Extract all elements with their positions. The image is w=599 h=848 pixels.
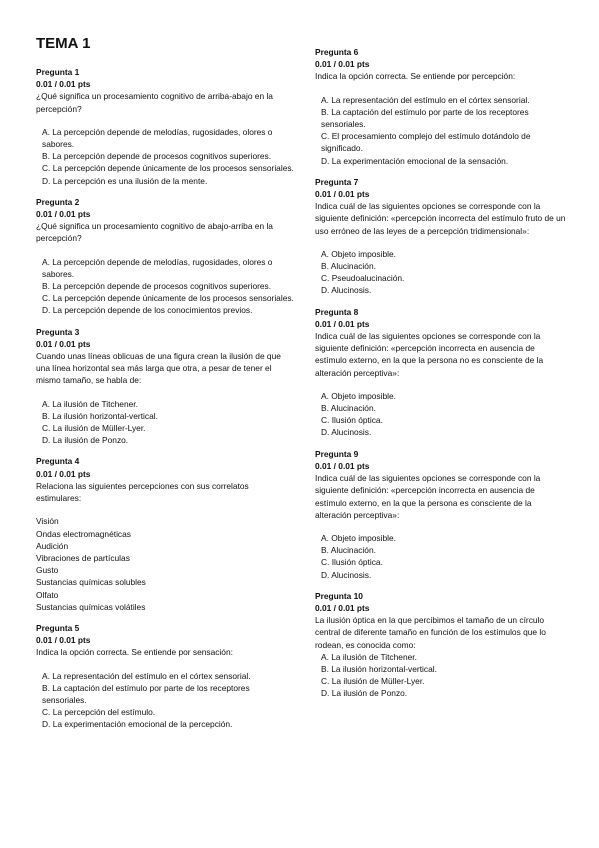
right-column (315, 46, 567, 709)
question-score: 0.01 / 0.01 pts (315, 460, 370, 471)
question-label: Pregunta 1 (36, 67, 80, 77)
option-b[interactable]: B. Alucinación. (321, 403, 376, 414)
question-text: Relaciona las siguientes percepciones con sus correlatos estimulares: (36, 480, 249, 504)
options-list (36, 126, 294, 187)
pair-match[interactable]: Ondas electromagnéticas (36, 528, 131, 539)
pair-term: Audición (36, 540, 69, 551)
options-list (36, 670, 294, 731)
question-text: ¿Qué significa un procesamiento cognitivo de arriba-abajo en la percepción? (36, 91, 273, 114)
question-8 (315, 306, 567, 439)
options-list (36, 398, 294, 447)
question-7 (315, 176, 567, 297)
question-text: Indica la opción correcta. Se entiende por sensación: (36, 647, 233, 658)
pair-match[interactable]: Sustancias químicas solubles (36, 577, 146, 588)
matching-pairs (36, 515, 294, 613)
options-list (315, 390, 567, 439)
question-label: Pregunta 3 (36, 326, 80, 337)
option-b[interactable]: B. Alucinación. (321, 261, 376, 272)
page-title: TEMA 1 (36, 35, 91, 52)
question-score: 0.01 / 0.01 pts (315, 59, 370, 70)
question-label: Pregunta 7 (315, 176, 359, 187)
option-b[interactable]: B. La captación del estímulo por parte de los receptores sensoriales. (321, 106, 529, 130)
question-score: 0.01 / 0.01 pts (315, 318, 370, 329)
options-list (36, 256, 294, 317)
option-c[interactable]: C. Pseudoalucinación. (321, 273, 405, 284)
pair-term: Gusto (36, 565, 59, 576)
question-score: 0.01 / 0.01 pts (36, 79, 91, 90)
option-a[interactable]: A. La ilusión de Titchener. (321, 651, 417, 662)
option-c[interactable]: C. La ilusión de Müller-Lyer. (321, 676, 425, 687)
option-a[interactable]: A. La ilusión de Titchener. (42, 398, 138, 409)
options-list (315, 94, 567, 167)
option-d[interactable]: D. La percepción es una ilusión de la mente. (42, 175, 208, 186)
question-score: 0.01 / 0.01 pts (36, 635, 91, 646)
question-text: Indica cuál de las siguientes opciones se corresponde con la siguiente definición: «percepción incorrecta en ausencia de estímulo externo, en la que la persona no es consciente de la alteración perceptiva»: (315, 331, 544, 378)
question-text: Indica cuál de las siguientes opciones se corresponde con la siguiente definición: «percepción incorrecta en ausencia de estímulo externo, en la que la persona es consciente de la alteración perceptiva»: (315, 473, 541, 520)
question-label: Pregunta 4 (36, 456, 80, 467)
question-9 (315, 448, 567, 581)
option-b[interactable]: B. La percepción depende de procesos cognitivos superiores. (42, 151, 272, 162)
option-d[interactable]: D. La ilusión de Ponzo. (321, 688, 408, 699)
question-label: Pregunta 10 (315, 590, 363, 601)
question-text: Cuando unas líneas oblicuas de una figura crean la ilusión de que una línea horizontal sea más larga que otra, a pesar de tener el mismo tamaño, se habla de: (36, 351, 281, 386)
option-a[interactable]: A. Objeto imposible. (321, 532, 396, 543)
question-2 (36, 196, 294, 317)
option-c[interactable]: C. La ilusión de Müller-Lyer. (42, 423, 146, 434)
question-text: Indica cuál de las siguientes opciones se corresponde con la siguiente definición: «percepción incorrecta del estímulo fruto de un uso erróneo de las leyes de a percepción tridimensional»: (315, 201, 566, 236)
option-c[interactable]: C. Ilusión óptica. (321, 557, 383, 568)
option-a[interactable]: A. Objeto imposible. (321, 390, 396, 401)
option-d[interactable]: D. Alucinosis. (321, 285, 372, 296)
option-c[interactable]: C. Ilusión óptica. (321, 415, 383, 426)
option-b[interactable]: B. Alucinación. (321, 545, 376, 556)
question-score: 0.01 / 0.01 pts (36, 209, 91, 220)
question-10 (315, 590, 567, 700)
question-label: Pregunta 9 (315, 448, 359, 459)
option-a[interactable]: A. La representación del estímulo en el córtex sensorial. (321, 94, 530, 105)
question-score: 0.01 / 0.01 pts (315, 189, 370, 200)
option-d[interactable]: D. La experimentación emocional de la percepción. (42, 719, 233, 730)
option-c[interactable]: C. El procesamiento complejo del estímulo dotándolo de significado. (321, 131, 531, 154)
option-c[interactable]: C. La percepción depende únicamente de los procesos sensoriales. (42, 163, 294, 174)
option-d[interactable]: D. La ilusión de Ponzo. (42, 435, 129, 446)
question-4 (36, 455, 294, 612)
options-list (315, 532, 567, 581)
option-b[interactable]: B. La captación del estímulo por parte de los receptores sensoriales. (42, 682, 250, 705)
question-6 (315, 46, 567, 167)
option-b[interactable]: B. La ilusión horizontal-vertical. (321, 663, 437, 674)
option-c[interactable]: C. La percepción depende únicamente de los procesos sensoriales. (42, 293, 294, 304)
question-text: La ilusión óptica en la que percibimos el tamaño de un círculo central de diferente tamaño en función de los estímulos que lo rodean, es conocida como: (315, 615, 546, 650)
question-text: Indica la opción correcta. Se entiende por percepción: (315, 71, 516, 82)
question-3 (36, 326, 294, 447)
pair-match[interactable]: Vibraciones de partículas (36, 552, 130, 563)
pair-term: Visión (36, 516, 59, 527)
question-label: Pregunta 6 (315, 47, 359, 57)
question-score: 0.01 / 0.01 pts (36, 468, 91, 479)
option-b[interactable]: B. La percepción depende de procesos cognitivos superiores. (42, 281, 272, 292)
option-a[interactable]: A. Objeto imposible. (321, 248, 396, 259)
option-a[interactable]: A. La percepción depende de melodías, rugosidades, olores o sabores. (42, 126, 273, 150)
option-d[interactable]: D. Alucinosis. (321, 569, 372, 580)
pair-match[interactable]: Sustancias químicas volátiles (36, 601, 146, 612)
option-a[interactable]: A. La representación del estímulo en el córtex sensorial. (42, 670, 251, 681)
option-b[interactable]: B. La ilusión horizontal-vertical. (42, 410, 158, 421)
question-score: 0.01 / 0.01 pts (36, 338, 91, 349)
question-score: 0.01 / 0.01 pts (315, 602, 370, 613)
left-column (36, 34, 294, 740)
option-d[interactable]: D. Alucinosis. (321, 427, 372, 438)
option-c[interactable]: C. La percepción del estímulo. (42, 707, 156, 718)
pair-term: Olfato (36, 589, 59, 600)
question-label: Pregunta 8 (315, 306, 359, 317)
options-list (315, 651, 567, 700)
option-d[interactable]: D. La experimentación emocional de la sensación. (321, 155, 509, 166)
question-text: ¿Qué significa un procesamiento cognitivo de abajo-arriba en la percepción? (36, 221, 273, 244)
question-1 (36, 66, 294, 187)
options-list (315, 248, 567, 297)
option-a[interactable]: A. La percepción depende de melodías, rugosidades, olores o sabores. (42, 256, 273, 279)
question-label: Pregunta 2 (36, 196, 80, 207)
question-label: Pregunta 5 (36, 622, 80, 633)
question-5 (36, 622, 294, 731)
option-d[interactable]: D. La percepción depende de los conocimientos previos. (42, 305, 253, 316)
